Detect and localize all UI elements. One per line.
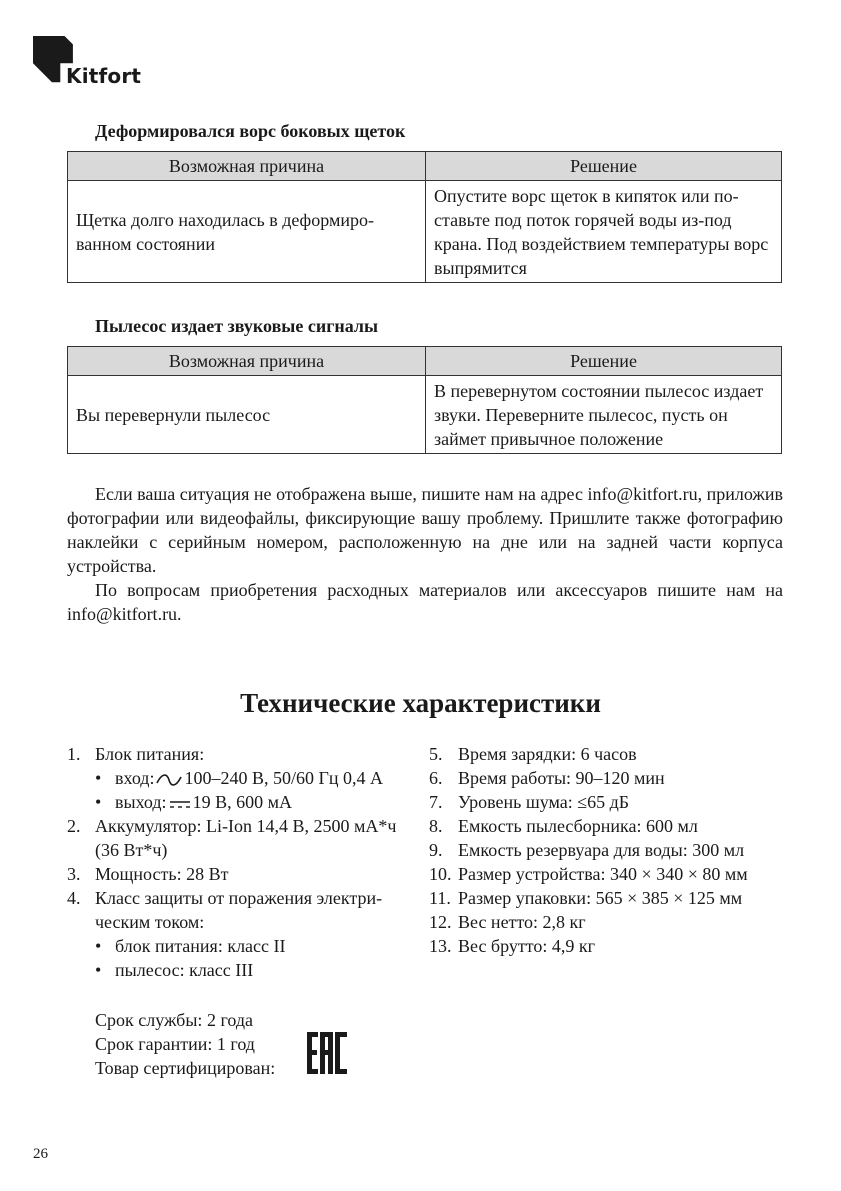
column-header-cause: Возможная причина <box>68 152 426 181</box>
spec-item: 7. Уровень шума: ≤65 дБ <box>429 792 630 812</box>
specs-list-right <box>429 742 789 958</box>
spec-item: 11. Размер упаковки: 565 × 385 × 125 мм <box>429 888 743 908</box>
spec-item: 5. Время зарядки: 6 часов <box>429 744 637 764</box>
cause-cell: Вы перевернули пылесос <box>68 376 426 454</box>
page-number: 26 <box>33 1146 48 1162</box>
spec-item: 8. Емкость пылесборника: 600 мл <box>429 816 698 836</box>
eac-certification-icon <box>306 1031 348 1075</box>
certification-label: Товар сертифицирован: <box>95 1058 276 1078</box>
spec-item: 10. Размер устройства: 340 × 340 × 80 мм <box>429 864 748 884</box>
solution-cell: Опустите ворс щеток в кипяток или по-ставьте под поток горячей воды из-под крана. Под воздействием температуры ворс выпрямится <box>426 181 782 283</box>
accessories-paragraph <box>67 578 783 626</box>
spec-item-power-supply: 1. Блок питания: • вход: 100–240 В, 50/60 Гц 0,4 А • выход: 19 В, 600 мА <box>67 742 417 814</box>
spec-output: • выход: 19 В, 600 мА <box>95 792 292 812</box>
spec-item-protection-class: 4. Класс защиты от поражения электри-ческим током: • блок питания: класс II • пылесос: класс III <box>67 888 383 980</box>
spec-item: 13. Вес брутто: 4,9 кг <box>429 936 595 956</box>
brand-name: Kitfort <box>66 64 142 88</box>
contact-paragraph <box>67 482 783 578</box>
cause-cell: Щетка долго находилась в деформиро-ванном состоянии <box>68 181 426 283</box>
specs-title: Технические характеристики <box>240 688 601 718</box>
service-info <box>95 1008 275 1080</box>
section-title-beeps: Пылесос издает звуковые сигналы <box>95 316 379 336</box>
specs-list-left <box>67 742 417 982</box>
column-header-cause: Возможная причина <box>68 347 426 376</box>
contact-text: Если ваша ситуация не отображена выше, пишите нам на адрес info@kitfort.ru, приложив фотографии или видеофайлы, фиксирующие вашу проблему. Пришлите также фотографию наклейки с серийным номером, расположенную на дне или на задней части корпуса устройства. <box>67 484 783 576</box>
spec-item: 6. Время работы: 90–120 мин <box>429 768 665 788</box>
spec-item: 12. Вес нетто: 2,8 кг <box>429 912 586 932</box>
troubleshooting-table-beeps <box>67 346 782 454</box>
spec-item-power: 3. Мощность: 28 Вт <box>67 864 229 884</box>
spec-item: 9. Емкость резервуара для воды: 300 мл <box>429 840 745 860</box>
column-header-solution: Решение <box>426 347 782 376</box>
ac-current-icon <box>156 774 182 786</box>
service-lifetime: Срок службы: 2 года <box>95 1010 254 1030</box>
warranty-period: Срок гарантии: 1 год <box>95 1034 255 1054</box>
dc-current-icon <box>169 799 191 809</box>
section-title-bristles: Деформировался ворс боковых щеток <box>95 121 406 141</box>
column-header-solution: Решение <box>426 152 782 181</box>
solution-cell: В перевернутом состоянии пылесос издает звуки. Переверните пылесос, пусть он займет привычное положение <box>426 376 782 454</box>
troubleshooting-table-bristles <box>67 151 782 283</box>
spec-input: • вход: 100–240 В, 50/60 Гц 0,4 А <box>95 768 384 788</box>
accessories-text: По вопросам приобретения расходных материалов или аксессуаров пишите нам на info@kitfort.ru. <box>67 580 783 624</box>
spec-item-battery: 2. Аккумулятор: Li-Ion 14,4 В, 2500 мА*ч (36 Вт*ч) <box>67 816 397 860</box>
